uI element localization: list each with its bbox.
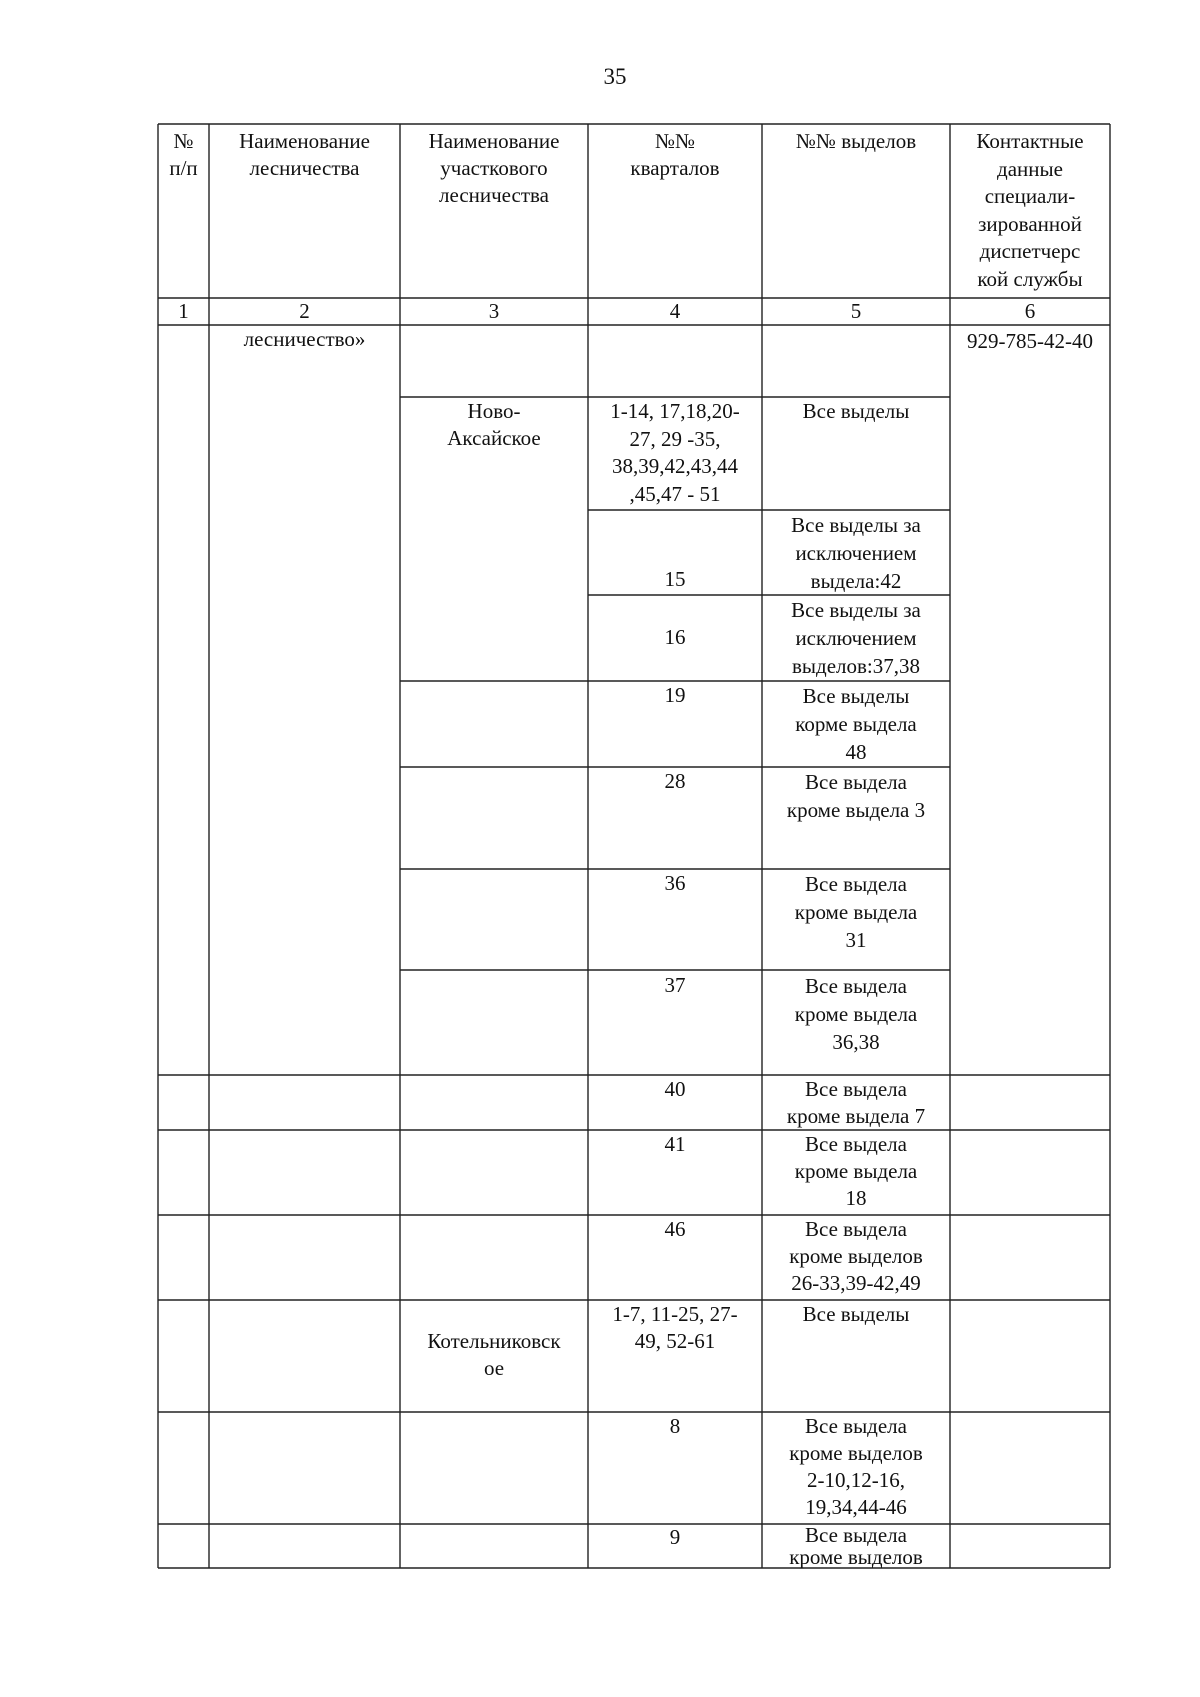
sections-cell: Все выдела кроме выдела 36,38 — [794, 974, 918, 1054]
district-name: Ново- Аксайское — [447, 399, 541, 450]
district-name: Котельниковск ое — [427, 1329, 561, 1380]
sections-cell: Все выдела кроме выделов — [789, 1523, 923, 1569]
sections-cell: Все выдела кроме выдела 31 — [794, 872, 918, 952]
sections-cell: Все выдела кроме выдела 7 — [786, 1077, 926, 1128]
column-number-6: 6 — [1024, 299, 1036, 323]
quarters-cell: 8 — [669, 1414, 681, 1438]
header-col2: Наименование лесничества — [239, 129, 370, 180]
column-number-1: 1 — [178, 299, 189, 323]
column-number-4: 4 — [669, 299, 681, 323]
sections-cell: Все выдела кроме выделов 26-33,39-42,49 — [789, 1217, 923, 1295]
sections-cell: Все выдела кроме выделов 2-10,12-16, 19,34,44-46 — [789, 1414, 923, 1519]
sections-cell: Все выделы за исключением выделов:37,38 — [791, 598, 921, 678]
column-number-3: 3 — [488, 299, 500, 323]
quarters-cell: 41 — [664, 1132, 686, 1156]
page-number: 35 — [603, 64, 627, 89]
header-col6: Контактные данные специали- зированной диспетчерс кой службы — [976, 129, 1084, 291]
quarters-cell: 16 — [664, 625, 686, 649]
column-number-2: 2 — [299, 299, 310, 323]
quarters-cell: 40 — [664, 1077, 686, 1101]
sections-cell: Все выдела кроме выдела 3 — [786, 770, 926, 822]
header-col1: № п/п — [169, 129, 198, 180]
quarters-cell: 36 — [664, 871, 686, 895]
sections-cell: Все выделы за исключением выдела:42 — [791, 513, 921, 593]
quarters-cell: 37 — [664, 973, 686, 997]
quarters-cell: 46 — [664, 1217, 686, 1241]
column-number-5: 5 — [850, 299, 862, 323]
quarters-cell: 28 — [664, 769, 686, 793]
sections-cell: Все выделы — [802, 1302, 910, 1326]
dispatch-phone: 929-785-42-40 — [967, 329, 1093, 353]
quarters-cell: 1-7, 11-25, 27- 49, 52-61 — [612, 1302, 738, 1353]
quarters-cell: 1-14, 17,18,20- 27, 29 -35, 38,39,42,43,44 ,45,47 - 51 — [610, 399, 740, 506]
sections-cell: Все выдела кроме выдела 18 — [794, 1132, 918, 1210]
sections-cell: Все выделы — [802, 399, 910, 423]
quarters-cell: 9 — [669, 1525, 681, 1549]
quarters-cell: 19 — [664, 683, 686, 707]
forestry-name: лесничество» — [243, 327, 366, 351]
quarters-cell: 15 — [664, 567, 686, 591]
sections-cell: Все выделы корме выдела 48 — [795, 684, 917, 764]
header-col5: №№ выделов — [795, 129, 917, 153]
header-col4: №№ кварталов — [630, 129, 720, 180]
header-col3: Наименование участкового лесничества — [428, 129, 560, 207]
